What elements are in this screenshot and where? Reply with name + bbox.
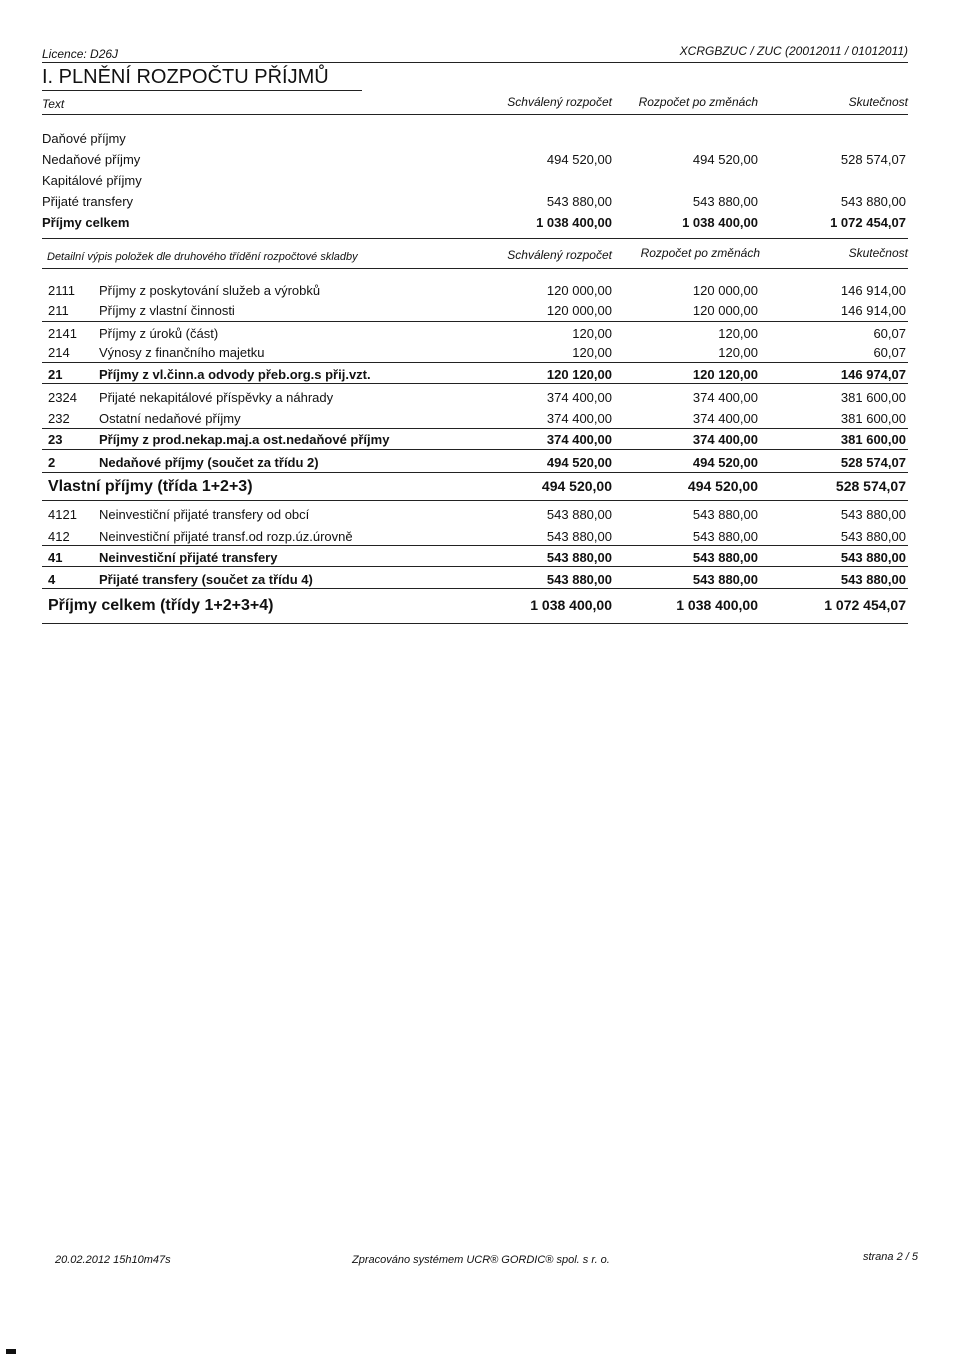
detail-actual-value: 1 072 454,07 xyxy=(824,597,906,613)
detail-after-changes-value: 120 000,00 xyxy=(692,283,758,298)
detail-row-code: 41 xyxy=(48,550,63,565)
footer-page: strana 2 / 5 xyxy=(862,1251,918,1263)
detail-actual-value: 60,07 xyxy=(873,345,906,360)
detail-row-code: 2111 xyxy=(48,283,75,298)
detail-row-label: Výnosy z finančního majetku xyxy=(99,345,265,360)
row-divider xyxy=(42,449,908,450)
row-divider xyxy=(42,566,908,567)
report-code: XCRGBZUC / ZUC (20012011 / 01012011) xyxy=(679,44,908,58)
detail-row xyxy=(0,550,960,570)
summary-approved-value: 543 880,00 xyxy=(546,194,612,209)
detail-row xyxy=(0,283,960,303)
detail-row xyxy=(0,507,960,527)
detail-col-actual: Skutečnost xyxy=(848,246,908,260)
summary-divider xyxy=(42,238,908,239)
detail-actual-value: 146 974,07 xyxy=(840,367,906,382)
detail-after-changes-value: 543 880,00 xyxy=(692,550,758,565)
col-actual-header: Skutečnost xyxy=(848,95,908,109)
detail-after-changes-value: 120,00 xyxy=(718,345,758,360)
summary-row xyxy=(0,152,960,172)
row-divider xyxy=(42,623,908,624)
summary-approved-value: 1 038 400,00 xyxy=(536,215,612,230)
detail-row-label: Neinvestiční přijaté transf.od rozp.úz.úrovně xyxy=(99,529,353,544)
summary-actual-value: 543 880,00 xyxy=(840,194,906,209)
detail-after-changes-value: 494 520,00 xyxy=(687,478,758,494)
detail-row-code: 214 xyxy=(48,345,70,360)
detail-row-code: 211 xyxy=(48,303,69,318)
detail-actual-value: 543 880,00 xyxy=(840,550,906,565)
detail-actual-value: 146 914,00 xyxy=(840,303,906,318)
detail-row-label: Příjmy z vlastní činnosti xyxy=(99,303,235,318)
header-divider xyxy=(42,62,908,63)
detail-approved-value: 120 000,00 xyxy=(546,283,612,298)
col-text-header: Text xyxy=(42,97,65,111)
detail-row-code: 2324 xyxy=(48,390,77,405)
detail-after-changes-value: 543 880,00 xyxy=(692,507,758,522)
detail-row-label: Neinvestiční přijaté transfery od obcí xyxy=(99,507,310,522)
detail-header-divider xyxy=(42,268,908,269)
detail-row-code: 2141 xyxy=(48,326,77,341)
row-divider xyxy=(42,362,908,363)
detail-after-changes-value: 374 400,00 xyxy=(692,432,758,447)
detail-actual-value: 528 574,07 xyxy=(840,455,906,470)
detail-col-after-changes: Rozpočet po změnách xyxy=(640,246,760,260)
detail-approved-value: 120 000,00 xyxy=(546,303,612,318)
row-divider xyxy=(42,500,908,501)
detail-actual-value: 381 600,00 xyxy=(840,411,906,426)
summary-row-label: Nedaňové příjmy xyxy=(42,152,141,167)
detail-approved-value: 120,00 xyxy=(572,326,612,341)
detail-approved-value: 374 400,00 xyxy=(546,411,612,426)
detail-row-code: 412 xyxy=(48,529,70,544)
summary-row-label: Kapitálové příjmy xyxy=(42,173,142,188)
detail-row-label: Přijaté transfery (součet za třídu 4) xyxy=(99,572,313,587)
detail-row-label: Ostatní nedaňové příjmy xyxy=(99,411,241,426)
detail-row xyxy=(0,529,960,549)
detail-actual-value: 543 880,00 xyxy=(840,529,906,544)
detail-actual-value: 543 880,00 xyxy=(840,507,906,522)
detail-approved-value: 543 880,00 xyxy=(546,529,612,544)
detail-header-text: Detailní výpis položek dle druhového třídění rozpočtové skladby xyxy=(47,251,358,263)
detail-after-changes-value: 120,00 xyxy=(718,326,758,341)
licence-label: Licence: D26J xyxy=(42,47,119,61)
summary-row xyxy=(0,215,960,235)
detail-row-label: Příjmy celkem (třídy 1+2+3+4) xyxy=(48,597,274,614)
detail-row-label: Příjmy z prod.nekap.maj.a ost.nedaňové příjmy xyxy=(99,432,390,447)
detail-approved-value: 543 880,00 xyxy=(546,507,612,522)
detail-approved-value: 374 400,00 xyxy=(546,432,612,447)
detail-row-label: Nedaňové příjmy (součet za třídu 2) xyxy=(99,455,319,470)
summary-after-changes-value: 543 880,00 xyxy=(692,194,758,209)
summary-after-changes-value: 494 520,00 xyxy=(692,152,758,167)
detail-actual-value: 60,07 xyxy=(873,326,906,341)
detail-after-changes-value: 374 400,00 xyxy=(692,411,758,426)
summary-row xyxy=(0,173,960,193)
detail-after-changes-value: 120 000,00 xyxy=(692,303,758,318)
detail-actual-value: 381 600,00 xyxy=(840,432,906,447)
detail-after-changes-value: 1 038 400,00 xyxy=(676,597,758,613)
detail-approved-value: 543 880,00 xyxy=(546,572,612,587)
column-header-divider xyxy=(42,114,908,115)
detail-actual-value: 146 914,00 xyxy=(840,283,906,298)
row-divider xyxy=(42,321,908,322)
summary-row xyxy=(0,194,960,214)
detail-row xyxy=(0,572,960,592)
detail-row xyxy=(0,367,960,387)
detail-approved-value: 543 880,00 xyxy=(546,550,612,565)
detail-row xyxy=(0,597,960,617)
summary-row-label: Přijaté transfery xyxy=(42,194,134,209)
detail-after-changes-value: 374 400,00 xyxy=(692,390,758,405)
page-title: I. PLNĚNÍ ROZPOČTU PŘÍJMŮ xyxy=(42,66,329,88)
footer-datetime: 20.02.2012 15h10m47s xyxy=(55,1254,171,1266)
detail-row-label: Přijaté nekapitálové příspěvky a náhrady xyxy=(99,390,334,405)
detail-row-label: Vlastní příjmy (třída 1+2+3) xyxy=(48,478,253,495)
detail-row-label: Neinvestiční přijaté transfery xyxy=(99,550,278,565)
detail-approved-value: 494 520,00 xyxy=(546,455,612,470)
row-divider xyxy=(42,472,908,473)
title-underline xyxy=(42,90,362,91)
detail-row-label: Příjmy z úroků (část) xyxy=(99,326,219,341)
detail-row-code: 4 xyxy=(48,572,56,587)
detail-row xyxy=(0,303,960,323)
detail-row-code: 232 xyxy=(48,411,70,426)
footer-system: Zpracováno systémem UCR® GORDIC® spol. s r. o. xyxy=(352,1254,610,1266)
summary-row xyxy=(0,131,960,151)
detail-row-code: 21 xyxy=(48,367,63,382)
detail-actual-value: 528 574,07 xyxy=(835,478,906,494)
detail-row-code: 23 xyxy=(48,432,63,447)
detail-after-changes-value: 543 880,00 xyxy=(692,572,758,587)
scan-mark xyxy=(6,1349,16,1354)
detail-row-code: 4121 xyxy=(48,507,77,522)
detail-row xyxy=(0,478,960,498)
row-divider xyxy=(42,545,908,546)
detail-after-changes-value: 494 520,00 xyxy=(692,455,758,470)
detail-row-label: Příjmy z vl.činn.a odvody přeb.org.s přij.vzt. xyxy=(99,367,371,382)
summary-approved-value: 494 520,00 xyxy=(546,152,612,167)
summary-after-changes-value: 1 038 400,00 xyxy=(682,215,758,230)
summary-row-label: Daňové příjmy xyxy=(42,131,126,146)
detail-after-changes-value: 543 880,00 xyxy=(692,529,758,544)
row-divider xyxy=(42,428,908,429)
summary-row-label: Příjmy celkem xyxy=(42,215,130,230)
detail-after-changes-value: 120 120,00 xyxy=(692,367,758,382)
summary-actual-value: 528 574,07 xyxy=(840,152,906,167)
detail-approved-value: 120 120,00 xyxy=(546,367,612,382)
detail-actual-value: 381 600,00 xyxy=(840,390,906,405)
col-approved-header: Schválený rozpočet xyxy=(507,95,612,109)
detail-row xyxy=(0,326,960,346)
summary-actual-value: 1 072 454,07 xyxy=(830,215,906,230)
detail-row-label: Příjmy z poskytování služeb a výrobků xyxy=(99,283,321,298)
row-divider xyxy=(42,588,908,589)
detail-actual-value: 543 880,00 xyxy=(840,572,906,587)
detail-row-code: 2 xyxy=(48,455,56,470)
detail-approved-value: 1 038 400,00 xyxy=(530,597,612,613)
row-divider xyxy=(42,383,908,384)
col-after-changes-header: Rozpočet po změnách xyxy=(638,95,758,109)
detail-approved-value: 120,00 xyxy=(572,345,612,360)
detail-approved-value: 494 520,00 xyxy=(541,478,612,494)
detail-col-approved: Schválený rozpočet xyxy=(507,248,612,262)
detail-row xyxy=(0,390,960,410)
detail-approved-value: 374 400,00 xyxy=(546,390,612,405)
